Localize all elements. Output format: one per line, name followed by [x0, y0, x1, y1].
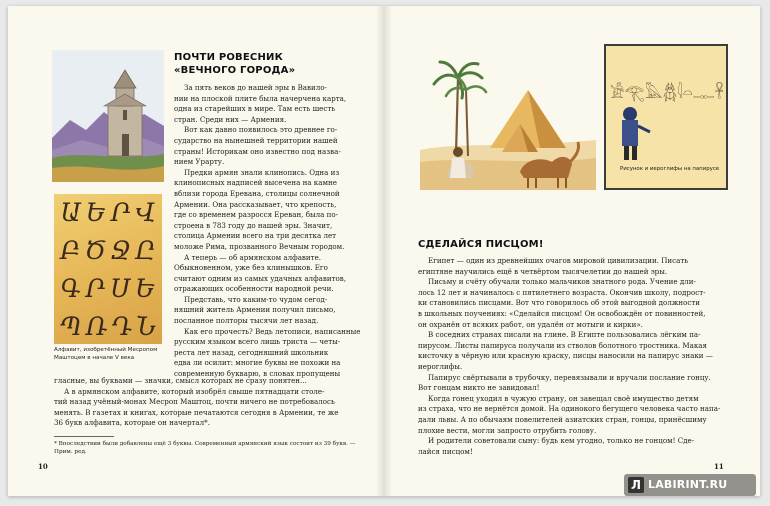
hieroglyph: 𓀀: [610, 83, 625, 102]
watermark-logo-icon: Л: [628, 477, 644, 493]
text-line: строена в 783 году до нашей эры. Значит,: [174, 220, 333, 230]
book-gutter: [376, 6, 392, 496]
text-line: нием Урарту.: [174, 157, 225, 167]
page-number-left: 10: [38, 462, 48, 471]
hieroglyph: 𓂀: [624, 83, 645, 102]
text-line: кисточку в чёрную или красную краску, писцы наносили на папирус знаки —: [418, 351, 713, 361]
text-line: лайся писцом!: [418, 446, 473, 456]
left-full-width-text: [54, 376, 368, 429]
right-page-heading: СДЕЛАЙСЯ ПИСЦОМ!: [418, 239, 544, 250]
papyrus-caption: Рисунок и иероглифы на папирусе: [620, 166, 720, 172]
armenian-church-illustration: [52, 50, 164, 182]
text-line: современную букварю, в словах пропущены: [174, 369, 341, 379]
text-line: Армении. Она рассказывает, что крепость,: [174, 199, 337, 209]
alphabet-letter: Ն: [136, 312, 156, 341]
alphabet-letter: Ր: [111, 198, 131, 227]
text-line: И родители советовали сыну: будь кем угодно, только не гонцом! Сде-: [428, 436, 695, 446]
alphabet-letter: Դ: [111, 312, 133, 341]
text-line: А теперь — об армянском алфавите.: [184, 252, 322, 262]
text-line: едва ли осилит: многие буквы не похожи на: [174, 358, 341, 368]
book-spread: [8, 6, 760, 496]
armenian-alphabet-illustration: [54, 194, 162, 344]
hieroglyph: 𓅓: [644, 83, 663, 102]
egyptian-figure-icon: [612, 104, 652, 162]
text-line: посланное полторы тысячи лет назад.: [174, 316, 319, 326]
hieroglyph: 𓋹: [714, 83, 724, 102]
hieroglyph: 𓏏: [682, 83, 693, 102]
alphabet-letter: Ծ: [84, 236, 106, 265]
text-line: За пять веков до нашей эры в Вавило-: [184, 83, 327, 92]
text-line: реста лет назад, сегодняшний школьник: [174, 347, 329, 357]
alphabet-letter: Ե: [135, 274, 156, 303]
alphabet-letter: Գ: [60, 274, 81, 303]
text-line: 36 букв алфавита, которые он начертал*.: [54, 418, 210, 428]
text-line: няшний житель Армении получил письмо,: [174, 305, 336, 315]
text-line: В соседних странах писали на глине. В Египте пользовались лёгким па-: [428, 330, 701, 340]
caption-line: Маштоцем в начале V века: [54, 354, 135, 361]
text-line: он охранён от всяких работ, он удалён от мотыги и кирки».: [418, 319, 643, 329]
page-number-right: 11: [714, 462, 724, 471]
text-line: одна из старейших в мире. Там есть шесть: [174, 104, 336, 114]
text-line: Предки армян знали клинопись. Одна из: [184, 167, 340, 177]
alphabet-letter: Ռ: [85, 312, 108, 341]
text-line: Египет — один из древнейших очагов мировой цивилизации. Писать: [428, 256, 689, 265]
pyramid-illustration: [420, 38, 596, 190]
text-line: сударство на нынешней территории нашей: [174, 135, 338, 145]
text-line: где со временем разросся Ереван, была по-: [174, 210, 338, 220]
text-line: плохие вести, могли запросто отрубить голову.: [418, 425, 597, 435]
heading-line: ПОЧТИ РОВЕСНИК: [174, 52, 283, 63]
text-line: отражающих особенности народной речи.: [174, 284, 334, 294]
alphabet-letter: Ր: [85, 274, 106, 303]
text-line: считают одним из самых удачных алфавитов,: [174, 273, 347, 283]
alphabet-letter: Վ: [135, 198, 156, 227]
text-line: А в армянском алфавите, который изобрёл свыше пятнадцати столе-: [64, 386, 325, 396]
text-line: лось 12 лет и начиналось с пятилетнего возраста. Окончив школу, подрост-: [418, 287, 706, 297]
alphabet-letter: Պ: [59, 312, 82, 341]
text-line: пирусом. Листы папируса получали из стволов болотного тростника. Макая: [418, 340, 707, 350]
text-line: египтяне научились ещё в четвёртом тысячелетии до нашей эры.: [418, 266, 668, 276]
alphabet-letter: Ը: [135, 236, 156, 265]
alphabet-caption: [54, 347, 164, 362]
footnote: [54, 440, 368, 456]
text-line: Обыкновенном, уже без клинышков. Его: [174, 263, 328, 273]
alphabet-letter: Ս: [110, 274, 131, 303]
text-line: тий назад учёный-монах Месроп Маштоц, почти ничего не потребовалось: [54, 397, 335, 407]
text-line: русским языком всего лишь триста — четы-: [174, 337, 341, 347]
text-line: гласные, вы буквами — значки, смысл которых не сразу понятен...: [54, 376, 307, 385]
left-column-text: [174, 83, 368, 380]
alphabet-letter: Ա: [60, 198, 81, 227]
alphabet-letter: Ե: [85, 198, 106, 227]
text-line: моложе Рима, прозванного Вечным городом.: [174, 241, 345, 251]
footnote-rule: [54, 436, 114, 437]
text-line: нии на плоской плите была начерчена карта,: [174, 93, 347, 103]
text-line: стран. Среди них — Армения.: [174, 114, 287, 124]
site-watermark: [624, 474, 756, 496]
text-line: страны! Историкам оно известно под назва-: [174, 146, 341, 156]
text-line: ки становились писцами. Вот что говорилось об этой выгодной должности: [418, 298, 700, 308]
text-line: Когда гонец уходил в чужую страну, он завещал своё имущество детям: [428, 393, 699, 403]
caption-line: Алфавит, изобретённый Месропом: [54, 347, 158, 353]
text-line: Как его прочесть? Ведь летописи, написанные: [184, 326, 361, 336]
alphabet-row: [54, 194, 162, 232]
text-line: Письму и счёту обучали только мальчиков знатного рода. Учение дли-: [428, 277, 696, 287]
heading-line: «ВЕЧНОГО ГОРОДА»: [174, 65, 296, 76]
alphabet-letter: Բ: [60, 236, 81, 265]
text-line: клинописных надписей высечена на камне: [174, 178, 337, 188]
text-line: Вот гонцам никто не завидовал!: [418, 383, 540, 393]
text-line: в школьных поучениях: «Сделайся писцом! Он освобождён от повинностей,: [418, 308, 706, 318]
text-line: иероглифы.: [418, 361, 463, 371]
watermark-text: LABIRINT.RU: [648, 478, 728, 491]
text-line: Представь, что каким-то чудом сегод-: [184, 294, 328, 304]
alphabet-letter: Ջ: [110, 236, 132, 265]
text-line: вблизи города Еревана, столицы солнечной: [174, 188, 340, 198]
hieroglyph: 𓇋: [677, 83, 683, 102]
alphabet-row: [54, 270, 162, 308]
hieroglyph: 𓆣: [662, 83, 677, 102]
footnote-line: * Впоследствии были добавлены ещё 3 буквы. Современный армянский язык состоит из 39 букв. —: [54, 441, 356, 447]
text-line: дали львы. А по обычаям повелителей азиатских стран, гонцы, принёсшиму: [418, 414, 707, 424]
text-line: столица Армении всего на три десятка лет: [174, 231, 337, 241]
text-line: Вот как давно появилось это древнее го-: [184, 125, 338, 135]
alphabet-row: [54, 308, 162, 346]
text-line: Папирус свёртывали в трубочку, перевязывали и вручали послание гонцу.: [428, 372, 711, 382]
left-page-heading: [174, 51, 295, 77]
text-line: из страха, что не вернётся домой. На одинокого бегущего человека часто напа-: [418, 404, 721, 414]
text-line: менять. В газетах и книгах, которые печатаются сегодня в Армении, те же: [54, 407, 339, 417]
footnote-line: Прим. ред.: [54, 449, 87, 455]
hieroglyph: 𓊃: [693, 83, 715, 102]
right-page-text: [418, 256, 734, 457]
alphabet-row: [54, 232, 162, 270]
